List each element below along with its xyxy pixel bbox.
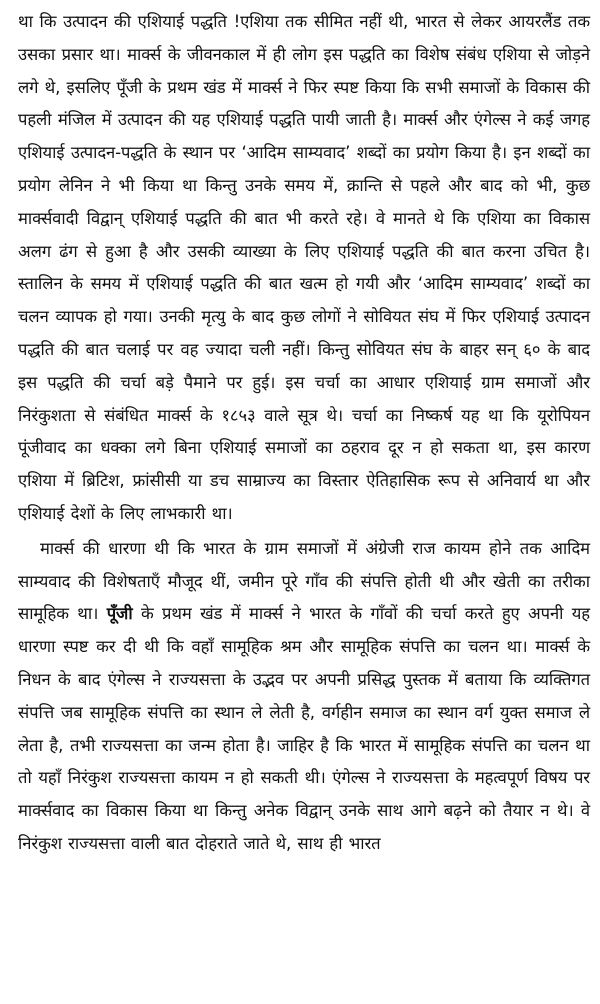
paragraph-marx-view (18, 533, 590, 861)
book-title-capital: पूँजी (106, 604, 133, 624)
paragraph-asiatic-mode: था कि उत्पादन की एशियाई पद्धति !एशिया तक सीमित नहीं थी, भारत से लेकर आयरलैंड तक उसका प्रसार था। मार्क्स के जीवनकाल में ही लोग इस पद्धति का विशेष संबंध एशिया से जोड़ने लगे थे, इसलिए पूँजी के प्रथम खंड में मार्क्स ने फिर स्पष्ट किया कि सभी समाजों के विकास की पहली मंजिल में उत्पादन की यह एशियाई पद्धति पायी जाती है। मार्क्स और एंगेल्स ने कई जगह एशियाई उत्पादन-पद्धति के स्थान पर ‘आदिम साम्यवाद’ शब्दों का प्रयोग किया है। इन शब्दों का प्रयोग लेनिन ने भी किया था किन्तु उनके समय में, क्रान्ति से पहले और बाद को भी, कुछ मार्क्सवादी विद्वान् एशियाई पद्धति की बात भी करते रहे। वे मानते थे कि एशिया का विकास अलग ढंग से हुआ है और उसकी व्याख्या के लिए एशियाई पद्धति की बात करना उचित है। स्तालिन के समय में एशियाई पद्धति की बात खत्म हो गयी और ‘आदिम साम्यवाद’ शब्दों का चलन व्यापक हो गया। उनकी मृत्यु के बाद कुछ लोगों ने सोवियत संघ में फिर एशियाई उत्पादन पद्धति की बात चलाई पर वह ज्यादा चली नहीं। किन्तु सोवियत संघ के बाहर सन् ६० के बाद इस पद्धति की चर्चा बड़े पैमाने पर हुई। इस चर्चा का आधार एशियाई ग्राम समाजों और निरंकुशता से संबंधित मार्क्स के १८५३ वाले सूत्र थे। चर्चा का निष्कर्ष यह था कि यूरोपियन पूंजीवाद का धक्का लगे बिना एशियाई समाजों का ठहराव दूर न हो सकता था, इस कारण एशिया में ब्रिटिश, फ्रांसीसी या डच साम्राज्य का विस्तार ऐतिहासिक रूप से अनिवार्य था और एशियाई देशों के लिए लाभकारी था। (18, 12, 590, 523)
paragraph-text-end: के प्रथम खंड में मार्क्स ने भारत के गाँवों की चर्चा करते हुए अपनी यह धारणा स्पष्ट कर दी थी कि वहाँ सामूहिक श्रम और सामूहिक संपत्ति का चलन था। मार्क्स के निधन के बाद एंगेल्स ने राज्यसत्ता के उद्भव पर अपनी प्रसिद्ध पुस्तक में बताया कि व्यक्तिगत संपत्ति जब सामूहिक संपत्ति का स्थान ले लेती है, वर्गहीन समाज का स्थान वर्ग युक्त समाज ले लेता है, तभी राज्यसत्ता का जन्म होता है। जाहिर है कि भारत में सामूहिक संपत्ति का चलन था तो यहाँ निरंकुश राज्यसत्ता कायम न हो सकती थी। एंगेल्स ने राज्यसत्ता के महत्वपूर्ण विषय पर मार्क्सवाद का विकास किया था किन्तु अनेक विद्वान् उनके साथ आगे बढ़ने को तैयार न थे। वे निरंकुश राज्यसत्ता वाली बात दोहराते जाते थे, साथ ही भारत (18, 604, 590, 853)
paragraph-text-start: मार्क्स की धारणा थी कि भारत के ग्राम समाजों में अंग्रेजी राज कायम होने तक आदिम साम्यवाद की विशेषताएँ मौजूद थीं, जमीन पूरे गाँव की संपत्ति होती थी और खेती का तरीका सामूहिक था। (18, 538, 590, 624)
